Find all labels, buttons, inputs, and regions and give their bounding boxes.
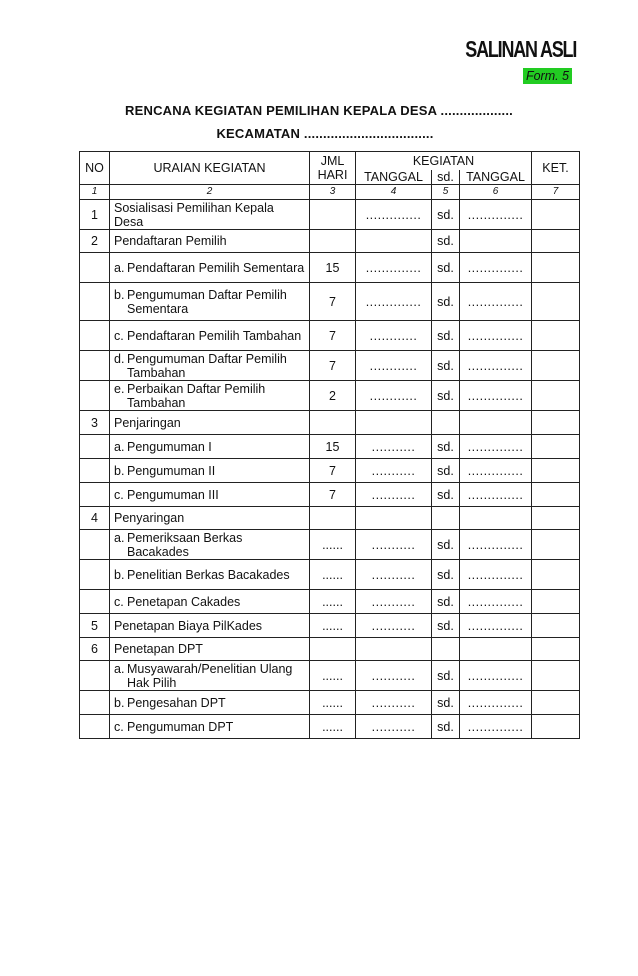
row-jml-hari: ...... — [310, 560, 356, 590]
sub-activity-letter: c. — [114, 719, 124, 734]
row-number — [80, 459, 110, 483]
row-ket — [532, 590, 580, 614]
row-number: 3 — [80, 411, 110, 435]
row-sd: sd. — [432, 590, 460, 614]
row-ket — [532, 715, 580, 739]
document-title: RENCANA KEGIATAN PEMILIHAN KEPALA DESA ................... — [125, 103, 513, 118]
row-jml-hari — [310, 200, 356, 230]
row-tanggal-end: .............. — [460, 661, 532, 691]
sub-activity-letter: c. — [114, 594, 124, 609]
header-tanggal-start: TANGGAL — [356, 170, 432, 185]
row-tanggal-end — [460, 411, 532, 435]
row-sd: sd. — [432, 560, 460, 590]
header-row — [80, 152, 580, 170]
row-tanggal-start: ........... — [356, 691, 432, 715]
row-activity — [110, 381, 310, 411]
row-tanggal-end: .............. — [460, 691, 532, 715]
table-row — [80, 459, 580, 483]
row-tanggal-end: .............. — [460, 530, 532, 560]
row-jml-hari: 15 — [310, 435, 356, 459]
row-jml-hari: ...... — [310, 691, 356, 715]
row-sd: sd. — [432, 283, 460, 321]
row-tanggal-end: .............. — [460, 590, 532, 614]
table-row — [80, 483, 580, 507]
row-jml-hari — [310, 411, 356, 435]
row-number: 4 — [80, 507, 110, 530]
sub-activity-letter: a. — [114, 260, 125, 275]
row-ket — [532, 321, 580, 351]
salinan-asli-stamp: SALINAN ASLI — [465, 36, 576, 62]
row-number — [80, 691, 110, 715]
row-activity — [110, 321, 310, 351]
row-activity: Penetapan Biaya PilKades — [110, 614, 310, 638]
row-ket — [532, 351, 580, 381]
table-row — [80, 200, 580, 230]
row-jml-hari: 7 — [310, 283, 356, 321]
row-sd: sd. — [432, 691, 460, 715]
row-sd — [432, 507, 460, 530]
row-tanggal-end: .............. — [460, 253, 532, 283]
table-row — [80, 381, 580, 411]
row-number: 5 — [80, 614, 110, 638]
col-number: 7 — [532, 185, 580, 200]
row-tanggal-start — [356, 411, 432, 435]
row-activity — [110, 283, 310, 321]
row-jml-hari: 7 — [310, 483, 356, 507]
sub-activity — [114, 595, 305, 609]
sub-activity — [114, 382, 305, 410]
sub-activity — [114, 464, 305, 478]
row-number — [80, 715, 110, 739]
row-ket — [532, 459, 580, 483]
sub-activity-letter: b. — [114, 695, 125, 710]
row-jml-hari: 7 — [310, 351, 356, 381]
row-activity: Penetapan DPT — [110, 638, 310, 661]
row-ket — [532, 691, 580, 715]
sub-activity-label: Penetapan Cakades — [127, 594, 241, 609]
row-tanggal-end: .............. — [460, 351, 532, 381]
row-jml-hari — [310, 230, 356, 253]
row-sd: sd. — [432, 230, 460, 253]
sub-activity-label: Pengesahan DPT — [127, 695, 226, 710]
row-tanggal-end: .............. — [460, 283, 532, 321]
row-tanggal-start: ........... — [356, 483, 432, 507]
row-sd: sd. — [432, 321, 460, 351]
row-tanggal-end: .............. — [460, 459, 532, 483]
row-activity — [110, 590, 310, 614]
row-sd: sd. — [432, 459, 460, 483]
row-jml-hari: ...... — [310, 715, 356, 739]
row-activity — [110, 560, 310, 590]
sub-activity-letter: c. — [114, 328, 124, 343]
row-sd: sd. — [432, 614, 460, 638]
row-number — [80, 530, 110, 560]
row-jml-hari: ...... — [310, 530, 356, 560]
sub-activity-letter: c. — [114, 487, 124, 502]
row-tanggal-start: ........... — [356, 590, 432, 614]
row-sd: sd. — [432, 381, 460, 411]
sub-activity-letter: b. — [114, 567, 125, 582]
sub-activity-letter: a. — [114, 661, 125, 676]
row-tanggal-start: ........... — [356, 661, 432, 691]
row-sd — [432, 638, 460, 661]
table-row — [80, 351, 580, 381]
row-ket — [532, 638, 580, 661]
row-sd: sd. — [432, 661, 460, 691]
header-no: NO — [80, 152, 110, 185]
row-tanggal-start: ........... — [356, 715, 432, 739]
table-row — [80, 715, 580, 739]
row-tanggal-end: .............. — [460, 483, 532, 507]
row-number — [80, 483, 110, 507]
row-tanggal-start — [356, 507, 432, 530]
row-tanggal-start: .............. — [356, 283, 432, 321]
sub-activity-label: Pemeriksaan Berkas Bacakades — [127, 530, 243, 559]
row-jml-hari — [310, 507, 356, 530]
header-jml-hari: JML HARI — [310, 152, 356, 185]
row-sd: sd. — [432, 715, 460, 739]
sub-activity-label: Pengumuman II — [127, 463, 216, 478]
row-jml-hari: ...... — [310, 661, 356, 691]
row-activity — [110, 715, 310, 739]
row-number: 2 — [80, 230, 110, 253]
row-ket — [532, 283, 580, 321]
row-jml-hari: ...... — [310, 590, 356, 614]
row-sd: sd. — [432, 530, 460, 560]
table-row — [80, 230, 580, 253]
row-tanggal-start: ........... — [356, 560, 432, 590]
row-tanggal-end — [460, 230, 532, 253]
sub-activity-label: Pendaftaran Pemilih Sementara — [127, 260, 305, 275]
row-tanggal-start: .............. — [356, 200, 432, 230]
header-uraian: URAIAN KEGIATAN — [110, 152, 310, 185]
sub-activity-label: Pengumuman Daftar Pemilih Sementara — [127, 287, 287, 316]
row-ket — [532, 661, 580, 691]
row-tanggal-start: ........... — [356, 435, 432, 459]
row-activity — [110, 459, 310, 483]
table-row — [80, 530, 580, 560]
sub-activity — [114, 440, 305, 454]
row-sd: sd. — [432, 351, 460, 381]
sub-activity-letter: a. — [114, 439, 125, 454]
row-jml-hari: ...... — [310, 614, 356, 638]
row-activity — [110, 530, 310, 560]
row-ket — [532, 230, 580, 253]
table-row — [80, 590, 580, 614]
table-row — [80, 638, 580, 661]
table-row — [80, 411, 580, 435]
sub-activity-letter: e. — [114, 381, 125, 396]
sub-activity-letter: d. — [114, 351, 125, 366]
table-row — [80, 691, 580, 715]
row-tanggal-end — [460, 507, 532, 530]
table-row — [80, 321, 580, 351]
sub-activity-label: Pengumuman DPT — [127, 719, 234, 734]
row-tanggal-start — [356, 638, 432, 661]
sub-activity — [114, 531, 305, 559]
row-tanggal-end: .............. — [460, 321, 532, 351]
row-tanggal-end: .............. — [460, 435, 532, 459]
sub-activity-label: Penelitian Berkas Bacakades — [127, 567, 290, 582]
row-ket — [532, 483, 580, 507]
sub-activity — [114, 662, 305, 690]
row-number — [80, 661, 110, 691]
row-activity — [110, 661, 310, 691]
sub-activity — [114, 488, 305, 502]
row-number — [80, 351, 110, 381]
row-number — [80, 253, 110, 283]
col-number: 2 — [110, 185, 310, 200]
row-sd: sd. — [432, 435, 460, 459]
sub-activity-label: Perbaikan Daftar Pemilih Tambahan — [127, 381, 266, 410]
sub-activity-letter: b. — [114, 463, 125, 478]
sub-activity-label: Musyawarah/Penelitian Ulang Hak Pilih — [127, 661, 293, 690]
row-ket — [532, 530, 580, 560]
sub-activity-letter: a. — [114, 530, 125, 545]
row-number — [80, 283, 110, 321]
col-number: 5 — [432, 185, 460, 200]
sub-activity — [114, 261, 305, 275]
row-sd: sd. — [432, 253, 460, 283]
row-tanggal-start: ........... — [356, 530, 432, 560]
row-sd: sd. — [432, 483, 460, 507]
row-tanggal-start: .............. — [356, 253, 432, 283]
row-sd — [432, 411, 460, 435]
row-sd: sd. — [432, 200, 460, 230]
sub-activity-letter: b. — [114, 287, 125, 302]
column-number-row — [80, 185, 580, 200]
document-subtitle: KECAMATAN .................................. — [216, 126, 434, 141]
sub-activity — [114, 352, 305, 380]
row-ket — [532, 411, 580, 435]
row-number: 6 — [80, 638, 110, 661]
sub-activity-label: Pengumuman I — [127, 439, 212, 454]
col-number: 4 — [356, 185, 432, 200]
sub-activity-label: Pengumuman III — [127, 487, 219, 502]
row-tanggal-end: .............. — [460, 614, 532, 638]
header-sd: sd. — [432, 170, 460, 185]
row-jml-hari: 2 — [310, 381, 356, 411]
row-jml-hari: 7 — [310, 321, 356, 351]
sub-activity — [114, 696, 305, 710]
col-number: 3 — [310, 185, 356, 200]
row-number — [80, 560, 110, 590]
table-row — [80, 560, 580, 590]
row-tanggal-end: .............. — [460, 200, 532, 230]
row-tanggal-start: ............ — [356, 321, 432, 351]
row-ket — [532, 560, 580, 590]
row-ket — [532, 507, 580, 530]
row-tanggal-start — [356, 230, 432, 253]
row-tanggal-end — [460, 638, 532, 661]
sub-activity — [114, 288, 305, 316]
row-activity — [110, 483, 310, 507]
row-tanggal-start: ............ — [356, 381, 432, 411]
row-jml-hari: 7 — [310, 459, 356, 483]
col-number: 6 — [460, 185, 532, 200]
row-number — [80, 435, 110, 459]
table-row — [80, 507, 580, 530]
row-number — [80, 381, 110, 411]
row-activity — [110, 253, 310, 283]
row-tanggal-start: ........... — [356, 459, 432, 483]
header-tanggal-end: TANGGAL — [460, 170, 532, 185]
row-number — [80, 321, 110, 351]
header-ket: KET. — [532, 152, 580, 185]
header-kegiatan: KEGIATAN — [356, 152, 532, 170]
table-row — [80, 283, 580, 321]
form-number-badge: Form. 5 — [523, 68, 572, 84]
row-tanggal-start: ........... — [356, 614, 432, 638]
col-number: 1 — [80, 185, 110, 200]
sub-activity — [114, 568, 305, 582]
row-ket — [532, 381, 580, 411]
activity-schedule-table — [79, 151, 580, 739]
row-ket — [532, 200, 580, 230]
row-activity — [110, 351, 310, 381]
table-row — [80, 661, 580, 691]
row-jml-hari — [310, 638, 356, 661]
sub-activity-label: Pendaftaran Pemilih Tambahan — [127, 328, 302, 343]
sub-activity — [114, 329, 305, 343]
row-jml-hari: 15 — [310, 253, 356, 283]
sub-activity — [114, 720, 305, 734]
row-activity: Penjaringan — [110, 411, 310, 435]
row-activity — [110, 691, 310, 715]
table-row — [80, 435, 580, 459]
row-tanggal-end: .............. — [460, 560, 532, 590]
row-tanggal-end: .............. — [460, 715, 532, 739]
row-number — [80, 590, 110, 614]
row-tanggal-end: .............. — [460, 381, 532, 411]
row-tanggal-start: ............ — [356, 351, 432, 381]
table-row — [80, 253, 580, 283]
row-ket — [532, 253, 580, 283]
table-row — [80, 614, 580, 638]
row-ket — [532, 435, 580, 459]
row-activity: Pendaftaran Pemilih — [110, 230, 310, 253]
row-number: 1 — [80, 200, 110, 230]
row-ket — [532, 614, 580, 638]
row-activity: Sosialisasi Pemilihan Kepala Desa — [110, 200, 310, 230]
sub-activity-label: Pengumuman Daftar Pemilih Tambahan — [127, 351, 287, 380]
row-activity — [110, 435, 310, 459]
row-activity: Penyaringan — [110, 507, 310, 530]
